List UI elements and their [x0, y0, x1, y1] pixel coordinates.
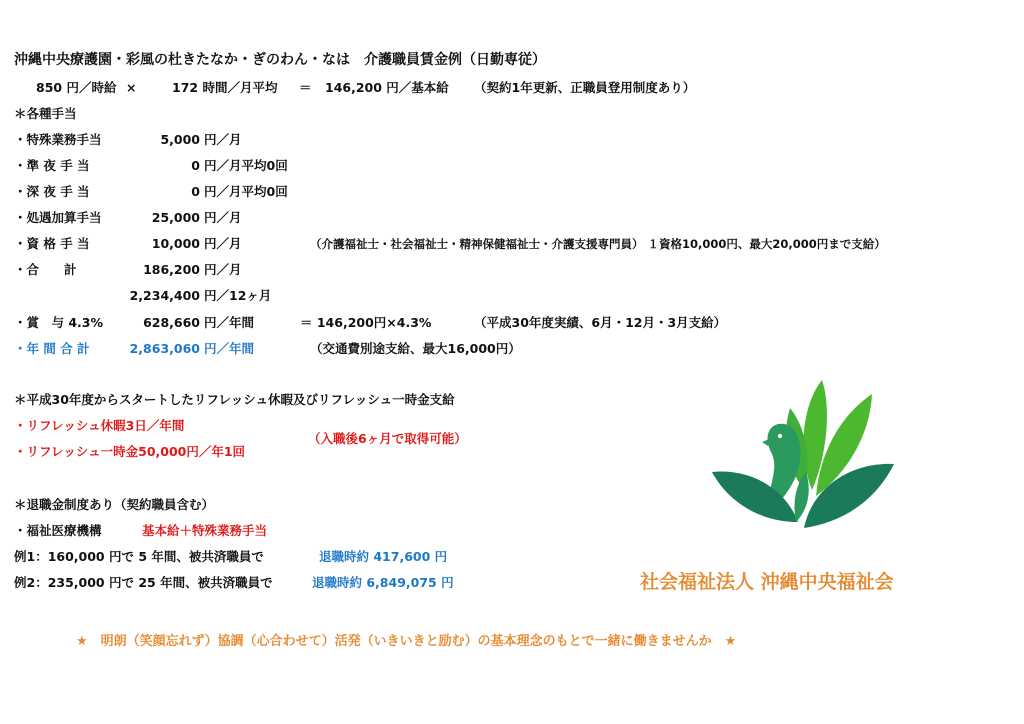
- allowance-amount: 186,200: [143, 262, 200, 277]
- allowance-unit: 円／月: [204, 210, 242, 225]
- annual-total-amount: 2,863,060: [129, 341, 200, 356]
- refresh-note: （入職後6ヶ月で取得可能）: [308, 431, 467, 446]
- allowance-unit: 円／月平均0回: [204, 158, 288, 173]
- allowance-label: ・準 夜 手 当: [14, 158, 90, 173]
- base-hourly: 850 円／時給: [36, 80, 117, 95]
- bird-eye: [778, 434, 782, 438]
- annual-total-unit: 円／年間: [204, 341, 255, 356]
- retirement-example-value: 退職時約 417,600 円: [319, 549, 448, 564]
- retirement-example-text: 例1：160,000 円で 5 年間、被共済職員で: [14, 549, 264, 564]
- retirement-heading: ＊退職金制度あり（契約職員含む）: [14, 497, 215, 512]
- allowance-unit: 円／月: [204, 262, 242, 277]
- allowance-amount: 5,000: [160, 132, 200, 147]
- base-note: （契約1年更新、正職員登用制度あり）: [474, 80, 696, 95]
- allowance-unit: 円／月: [204, 236, 242, 251]
- motto: ★ 明朗（笑顔忘れず）協調（心合わせて）活発（いきいきと励む）の基本理念のもとで一緒に働きませんか ★: [76, 634, 737, 649]
- allowance-amount: 10,000: [151, 236, 200, 251]
- allowance-label: ・特殊業務手当: [14, 132, 102, 147]
- bonus-unit: 円／年間: [204, 315, 255, 330]
- annual-total-label: ・年 間 合 計: [14, 341, 90, 356]
- organization-name: 社会福祉法人 沖縄中央福祉会: [640, 571, 894, 593]
- leaf-bird-logo: [700, 372, 900, 552]
- qualification-note: （介護福祉士・社会福祉士・精神保健福祉士・介護支援専門員） １資格10,000円、最大20,000円まで支給）: [310, 237, 886, 251]
- bonus-label: ・賞 与 4.3%: [14, 315, 104, 330]
- retirement-example-value: 退職時約 6,849,075 円: [312, 575, 454, 590]
- annual-subtotal-amount: 2,234,400: [129, 288, 200, 303]
- refresh-heading: ＊平成30年度からスタートしたリフレッシュ休暇及びリフレッシュ一時金支給: [14, 392, 455, 407]
- retirement-example-text: 例2：235,000 円で 25 年間、被共済職員で: [14, 575, 273, 590]
- retirement-org-label: ・福祉医療機構: [14, 523, 102, 538]
- annual-total-note: （交通費別途支給、最大16,000円）: [310, 341, 521, 356]
- allowance-unit: 円／月平均0回: [204, 184, 288, 199]
- base-equals: ＝: [299, 80, 312, 95]
- allowance-label: ・処遇加算手当: [14, 210, 102, 225]
- allowances-heading: ＊各種手当: [14, 106, 77, 121]
- allowance-amount: 0: [191, 184, 200, 199]
- annual-subtotal-unit: 円／12ヶ月: [204, 288, 272, 303]
- allowance-amount: 25,000: [151, 210, 200, 225]
- allowance-unit: 円／月: [204, 132, 242, 147]
- refresh-item: ・リフレッシュ一時金50,000円／年1回: [14, 444, 246, 459]
- leaf-shape: [794, 472, 808, 522]
- allowance-label: ・資 格 手 当: [14, 236, 90, 251]
- allowance-amount: 0: [191, 158, 200, 173]
- page-title: 沖縄中央療護園・彩風の杜きたなか・ぎのわん・なは 介護職員賃金例（日勤専従）: [14, 52, 546, 68]
- retirement-org-value: 基本給＋特殊業務手当: [142, 523, 268, 538]
- base-hours: 172 時間／月平均: [172, 80, 278, 95]
- bonus-note: （平成30年度実績、6月・12月・3月支給）: [474, 315, 727, 330]
- base-result: 146,200 円／基本給: [325, 80, 449, 95]
- bonus-amount: 628,660: [143, 315, 200, 330]
- bonus-formula: ＝ 146,200円×4.3%: [300, 315, 432, 330]
- refresh-item: ・リフレッシュ休暇3日／年間: [14, 418, 185, 433]
- allowance-label: ・合 計: [14, 262, 77, 277]
- base-times: ×: [126, 80, 137, 95]
- allowance-label: ・深 夜 手 当: [14, 184, 90, 199]
